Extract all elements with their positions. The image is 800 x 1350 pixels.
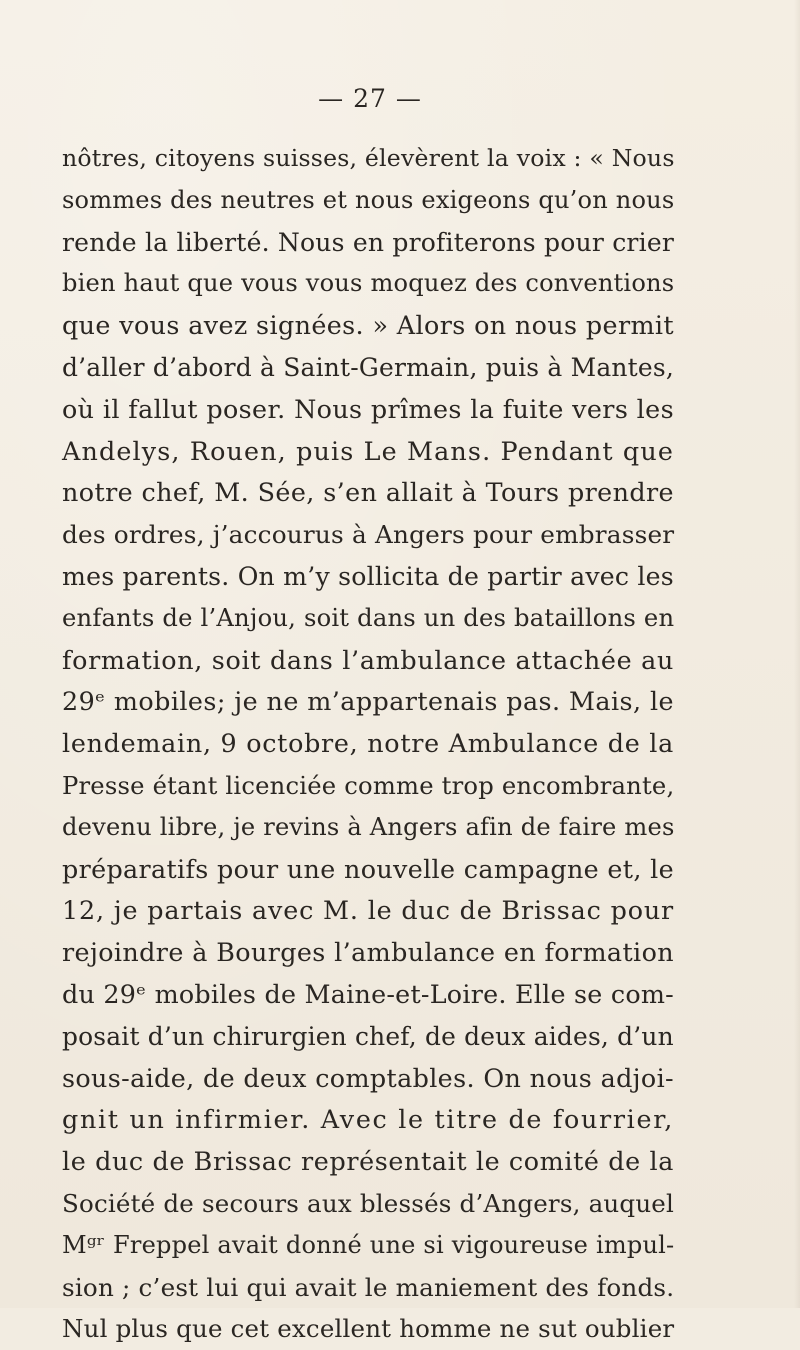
body-text: [62, 138, 674, 1350]
text-line: nôtres, citoyens suisses, élevèrent la voix : « Nous: [62, 144, 675, 172]
text-line: Andelys, Rouen, puis Le Mans. Pendant que: [62, 435, 674, 466]
text-line: sommes des neutres et nous exigeons qu’on nous: [62, 185, 675, 214]
text-line: préparatifs pour une nouvelle campagne et, le: [62, 853, 674, 884]
page-number: — 27 —: [318, 84, 422, 113]
text-line: que vous avez signées. » Alors on nous permit: [62, 310, 674, 341]
text-line: mes parents. On m’y sollicita de partir avec les: [62, 561, 674, 591]
text-line: formation, soit dans l’ambulance attachée au: [62, 644, 674, 675]
text-line: gnit un infirmier. Avec le titre de fourrier,: [62, 1104, 674, 1135]
text-line: bien haut que vous vous moquez des conventions: [62, 269, 675, 298]
page-edge-shadow: [794, 0, 800, 1308]
text-line: Nul plus que cet excellent homme ne sut oublier: [62, 1314, 675, 1344]
text-line: où il fallut poser. Nous prîmes la fuite vers les: [62, 393, 674, 424]
text-line: 12, je partais avec M. le duc de Brissac pour: [62, 895, 674, 926]
text-line: rejoindre à Bourges l’ambulance en formation: [62, 937, 674, 968]
text-line: enfants de l’Anjou, soit dans un des bataillons en: [62, 603, 675, 632]
text-line: Presse étant licenciée comme trop encombrante,: [62, 770, 675, 800]
text-line: rende la liberté. Nous en profiterons pour crier: [62, 227, 675, 257]
text-line: Société de secours aux blessés d’Angers, auquel: [62, 1188, 675, 1218]
text-line: sous-aide, de deux comptables. On nous adjoi-: [62, 1062, 674, 1093]
text-line: lendemain, 9 octobre, notre Ambulance de la: [62, 728, 674, 759]
text-line: sion ; c’est lui qui avait le maniement des fonds.: [62, 1272, 675, 1302]
text-line: Mᵍʳ Freppel avait donné une si vigoureuse impul-: [62, 1230, 675, 1259]
text-line: d’aller d’abord à Saint-Germain, puis à Mantes,: [62, 352, 674, 382]
text-line: le duc de Brissac représentait le comité de la: [62, 1146, 674, 1177]
text-line: posait d’un chirurgien chef, de deux aides, d’un: [62, 1021, 674, 1051]
text-line: notre chef, M. Sée, s’en allait à Tours prendre: [62, 477, 674, 508]
text-line: des ordres, j’accourus à Angers pour embrasser: [62, 520, 675, 550]
text-line: devenu libre, je revins à Angers afin de faire mes: [62, 812, 675, 841]
text-line: du 29ᵉ mobiles de Maine-et-Loire. Elle se com-: [62, 978, 674, 1009]
text-line: 29ᵉ mobiles; je ne m’appartenais pas. Mais, le: [62, 686, 674, 717]
